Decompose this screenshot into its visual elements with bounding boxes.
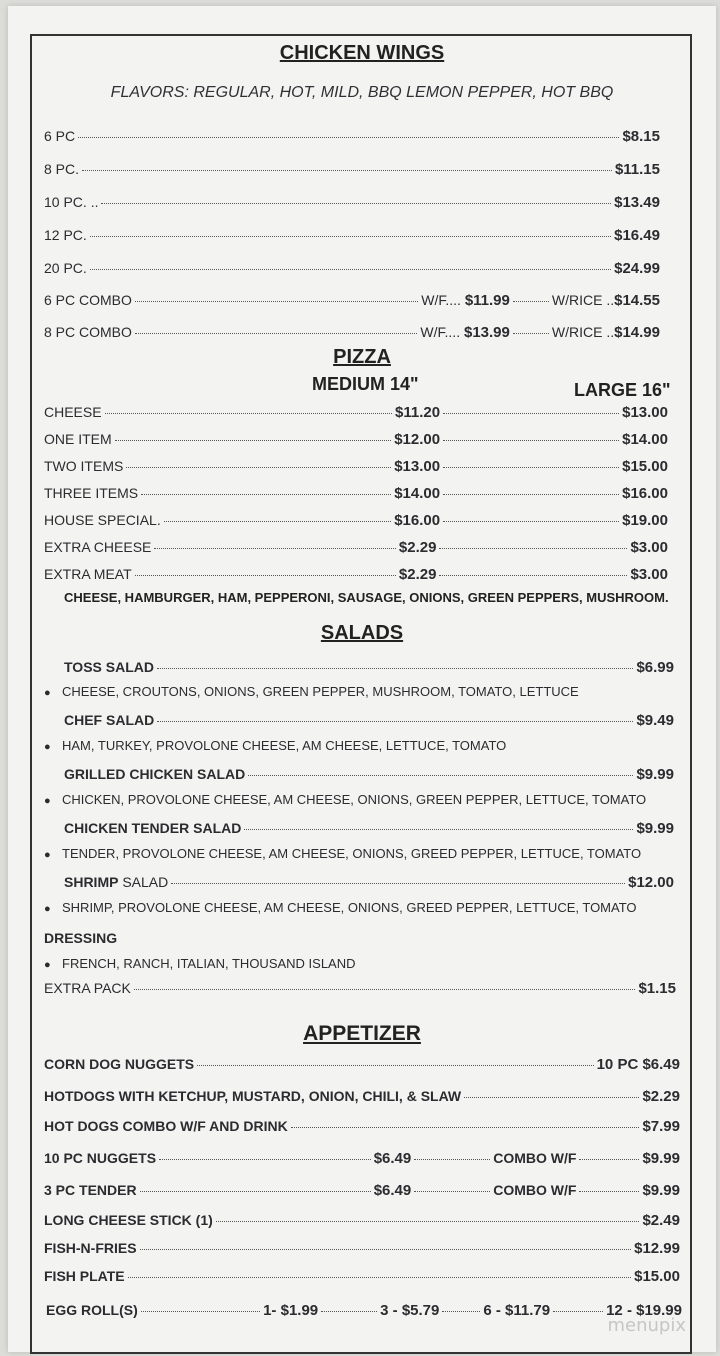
salad-item: SHRIMP SALAD $12.00 [64, 874, 674, 891]
salad-desc: ● TENDER, PROVOLONE CHEESE, AM CHEESE, ONIONS, GREED PEPPER, LETTUCE, TOMATO [44, 846, 642, 861]
pizza-item: HOUSE SPECIAL. $16.00 $19.00 [44, 512, 668, 529]
pizza-item: EXTRA CHEESE $2.29 $3.00 [44, 539, 668, 556]
wings-item: 12 PC. $16.49 [44, 227, 660, 244]
salad-item: GRILLED CHICKEN SALAD $9.99 [64, 766, 674, 783]
salad-item: TOSS SALAD $6.99 [64, 659, 674, 676]
pizza-item: EXTRA MEAT $2.29 $3.00 [44, 566, 668, 583]
salad-desc: ● CHICKEN, PROVOLONE CHEESE, AM CHEESE, ONIONS, GREEN PEPPER, LETTUCE, TOMATO [44, 792, 647, 807]
wings-item: 6 PC $8.15 [44, 128, 660, 145]
salad-desc: ● SHRIMP, PROVOLONE CHEESE, AM CHEESE, ONIONS, GREED PEPPER, LETTUCE, TOMATO [44, 900, 637, 915]
appetizer-item: FISH-N-FRIES $12.99 [44, 1240, 680, 1257]
dressing-list: ● FRENCH, RANCH, ITALIAN, THOUSAND ISLAND [44, 956, 356, 971]
appetizer-combo: 10 PC NUGGETS $6.49 COMBO W/F $9.99 [44, 1150, 680, 1167]
pizza-item: CHEESE $11.20 $13.00 [44, 404, 668, 421]
extra-pack-item: EXTRA PACK $1.15 [44, 980, 676, 997]
wings-item: 10 PC. .. $13.49 [44, 194, 660, 211]
salad-item: CHICKEN TENDER SALAD $9.99 [64, 820, 674, 837]
appetizer-item: CORN DOG NUGGETS 10 PC $6.49 [44, 1056, 680, 1073]
salads-title: SALADS [320, 622, 404, 644]
pizza-item: THREE ITEMS $14.00 $16.00 [44, 485, 668, 502]
menu-page [8, 6, 716, 1352]
chicken-wings-title: CHICKEN WINGS [279, 42, 445, 64]
salad-item: CHEF SALAD $9.49 [64, 712, 674, 729]
salad-desc: ● CHEESE, CROUTONS, ONIONS, GREEN PEPPER, MUSHROOM, TOMATO, LETTUCE [44, 684, 579, 699]
wings-item: 20 PC. $24.99 [44, 260, 660, 277]
pizza-item: ONE ITEM $12.00 $14.00 [44, 431, 668, 448]
pizza-medium-header: MEDIUM 14" [312, 374, 419, 394]
pizza-large-header: LARGE 16" [574, 380, 671, 400]
appetizer-item: LONG CHEESE STICK (1) $2.49 [44, 1212, 680, 1229]
wings-item: 8 PC. $11.15 [44, 161, 660, 178]
pizza-title: PIZZA [333, 346, 391, 368]
appetizer-item: FISH PLATE $15.00 [44, 1268, 680, 1285]
wings-flavors: FLAVORS: REGULAR, HOT, MILD, BBQ LEMON PEPPER, HOT BBQ [110, 84, 614, 101]
appetizer-title: APPETIZER [303, 1022, 421, 1045]
egg-roll-item: EGG ROLL(S) 1- $1.99 3 - $5.79 6 - $11.79 12 - $19.99 [46, 1302, 682, 1319]
wings-combo: 6 PC COMBO W/F.... $11.99 W/RICE .. $14.55 [44, 292, 660, 309]
pizza-toppings: CHEESE, HAMBURGER, HAM, PEPPERONI, SAUSAGE, ONIONS, GREEN PEPPERS, MUSHROOM. [64, 590, 669, 605]
wings-combo: 8 PC COMBO W/F.... $13.99 W/RICE .. $14.99 [44, 324, 660, 341]
appetizer-item: HOT DOGS COMBO W/F AND DRINK $7.99 [44, 1118, 680, 1135]
pizza-item: TWO ITEMS $13.00 $15.00 [44, 458, 668, 475]
appetizer-combo: 3 PC TENDER $6.49 COMBO W/F $9.99 [44, 1182, 680, 1199]
salad-desc: ● HAM, TURKEY, PROVOLONE CHEESE, AM CHEESE, LETTUCE, TOMATO [44, 738, 507, 753]
dressing-title: DRESSING [44, 930, 118, 946]
watermark-logo: menupix [607, 1315, 686, 1336]
appetizer-item: HOTDOGS WITH KETCHUP, MUSTARD, ONION, CHILI, & SLAW $2.29 [44, 1088, 680, 1105]
